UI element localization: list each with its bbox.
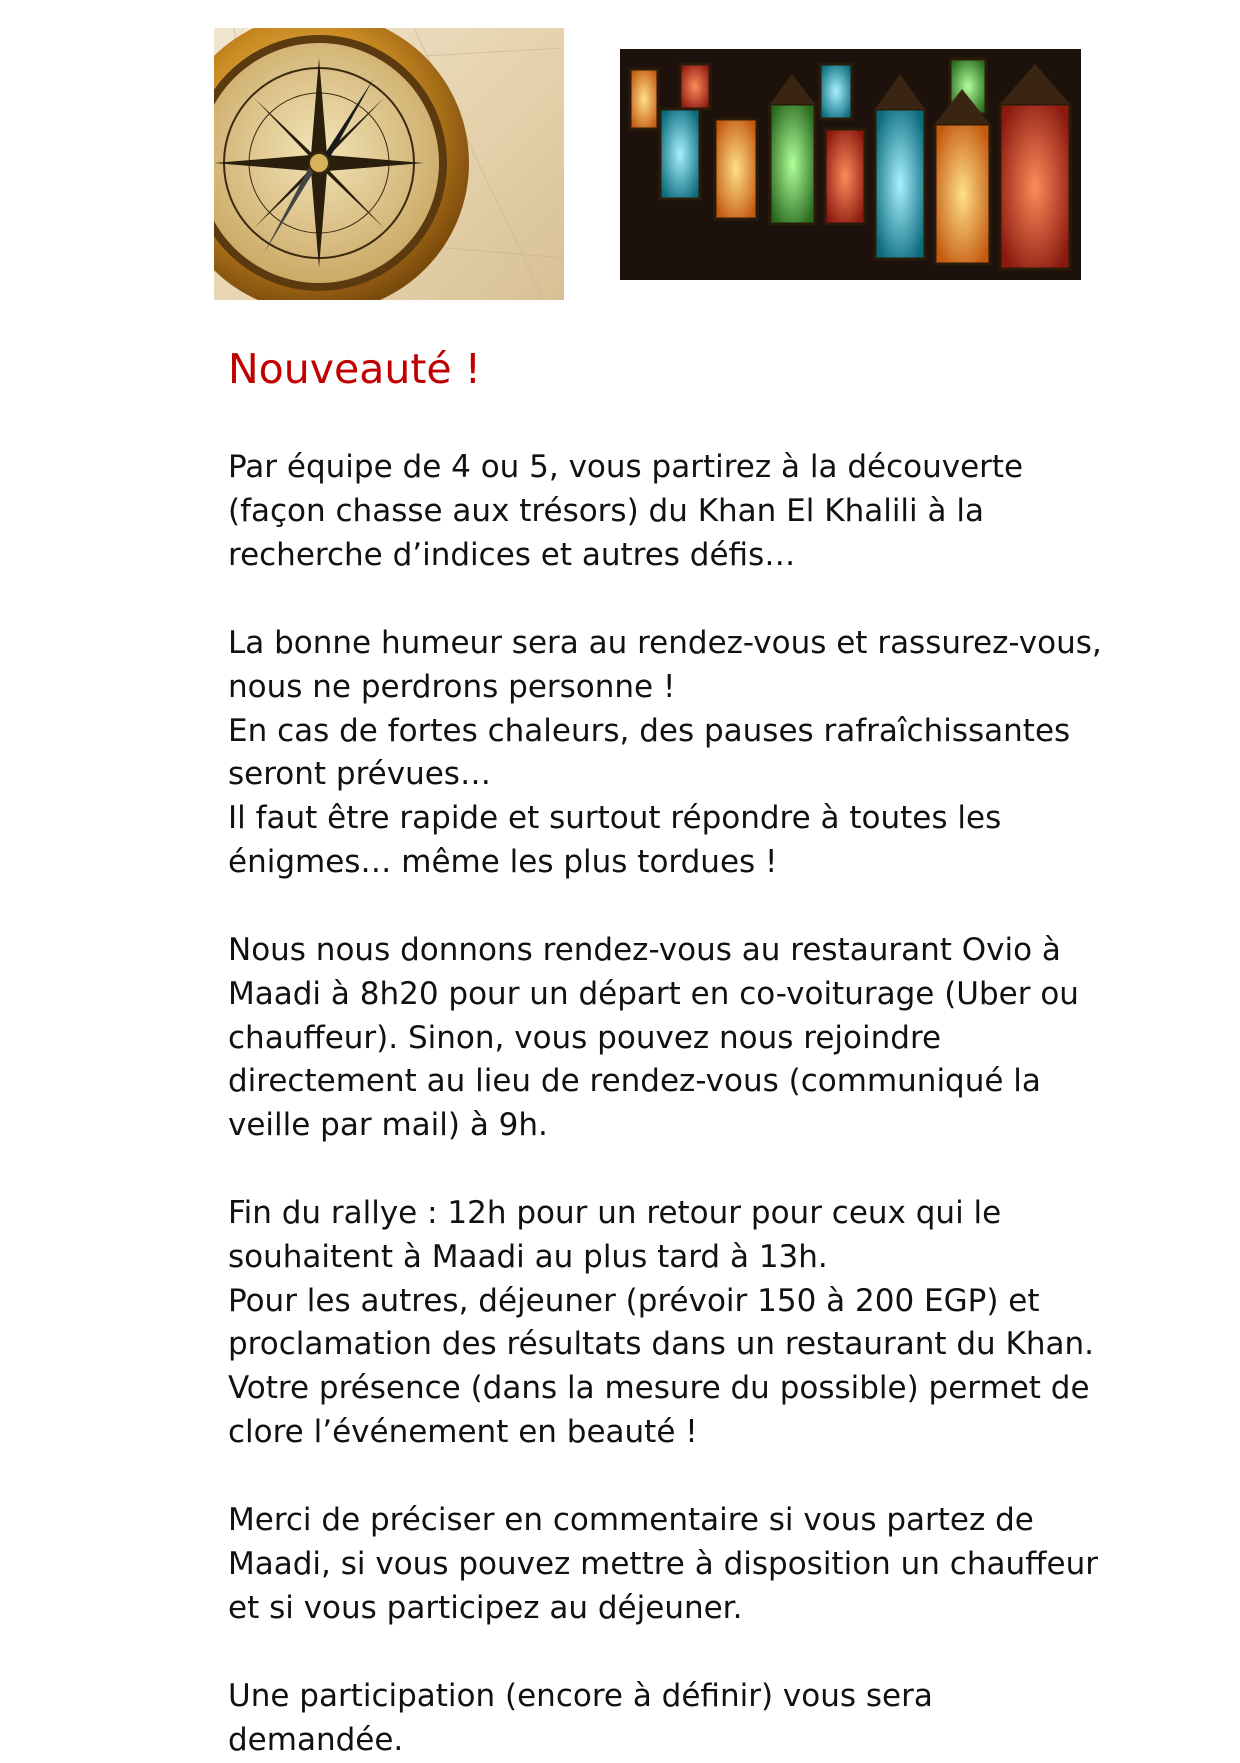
text-line: souhaitent à Maadi au plus tard à 13h. <box>228 1238 828 1275</box>
text-line: En cas de fortes chaleurs, des pauses rafraîchissantes <box>228 712 1071 749</box>
text-line: recherche d’indices et autres défis… <box>228 536 796 573</box>
lantern-icon <box>620 49 1081 280</box>
page-title: Nouveauté ! <box>228 345 482 393</box>
text-line: nous ne perdrons personne ! <box>228 668 676 705</box>
text-line: Par équipe de 4 ou 5, vous partirez à la découverte <box>228 449 1024 485</box>
paragraph-ambiance <box>228 622 1128 885</box>
paragraph-participation <box>228 1675 1128 1763</box>
text-line: seront prévues… <box>228 756 491 793</box>
text-line: La bonne humeur sera au rendez-vous et rassurez-vous, <box>228 625 1102 661</box>
paragraph-commentaire <box>228 1499 1128 1630</box>
text-line: Fin du rallye : 12h pour un retour pour ceux qui le <box>228 1195 1002 1231</box>
compass-image <box>214 28 564 300</box>
text-line: proclamation des résultats dans un restaurant du Khan. <box>228 1326 1095 1363</box>
text-line: Votre présence (dans la mesure du possible) permet de <box>228 1370 1090 1407</box>
lanterns-image <box>620 49 1081 280</box>
text-line: Nous nous donnons rendez-vous au restaurant Ovio à <box>228 932 1061 968</box>
text-line: demandée. <box>228 1721 404 1758</box>
text-line: Pour les autres, déjeuner (prévoir 150 à 200 EGP) et <box>228 1282 1040 1319</box>
text-line: veille par mail) à 9h. <box>228 1107 548 1144</box>
text-line: Il faut être rapide et surtout répondre à toutes les <box>228 800 1002 837</box>
paragraph-intro <box>228 446 1128 577</box>
text-line: et si vous participez au déjeuner. <box>228 1589 743 1626</box>
paragraph-fin-rallye <box>228 1192 1128 1455</box>
text-line: énigmes… même les plus tordues ! <box>228 843 778 880</box>
text-line: chauffeur). Sinon, vous pouvez nous rejoindre <box>228 1019 942 1056</box>
paragraph-rendezvous <box>228 929 1128 1148</box>
text-line: Merci de préciser en commentaire si vous partez de <box>228 1502 1034 1538</box>
text-line: directement au lieu de rendez-vous (communiqué la <box>228 1063 1041 1100</box>
text-line: clore l’événement en beauté ! <box>228 1413 698 1450</box>
text-line: (façon chasse aux trésors) du Khan El Khalili à la <box>228 492 984 529</box>
text-line: Maadi, si vous pouvez mettre à disposition un chauffeur <box>228 1545 1098 1582</box>
text-line: Une participation (encore à définir) vous sera <box>228 1678 933 1714</box>
text-line: Maadi à 8h20 pour un départ en co-voiturage (Uber ou <box>228 975 1079 1012</box>
compass-icon <box>214 28 564 300</box>
